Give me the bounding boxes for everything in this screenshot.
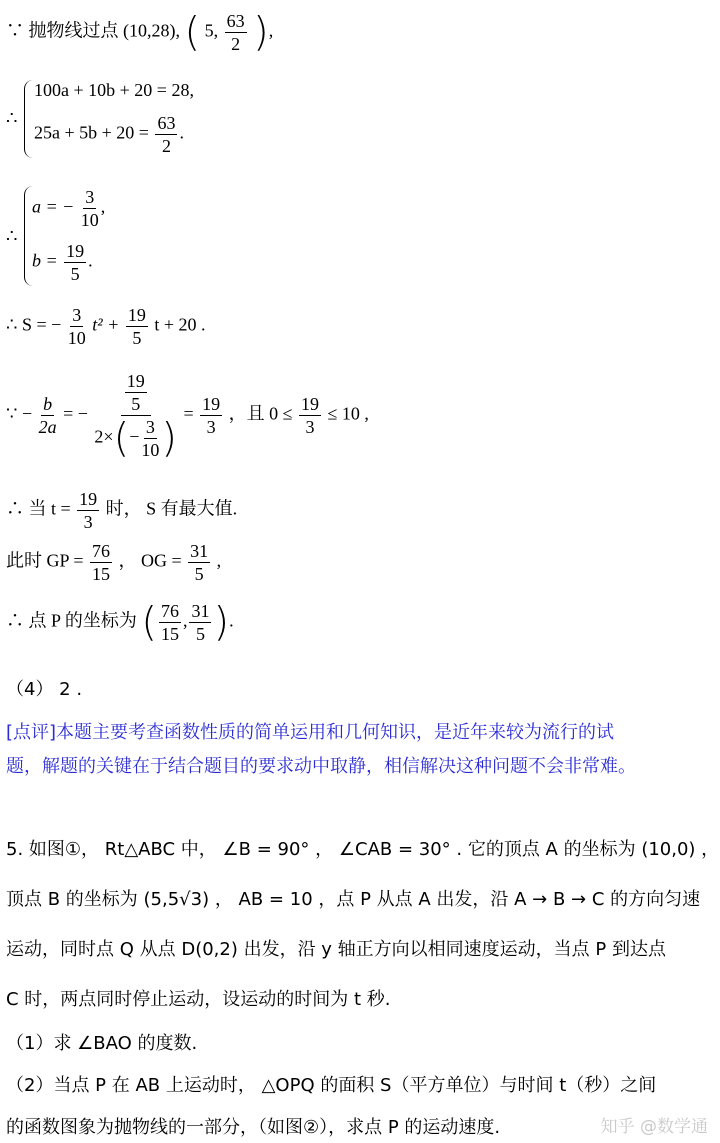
- problem-5-q2-line-2: 的函数图象为抛物线的一部分，（如图②），求点 P 的运动速度.: [6, 1117, 501, 1138]
- problem-5-line-3: 运动，同时点 Q 从点 D(0,2) 出发，沿 y 轴正方向以相同速度运动，当点 P 到达点: [6, 939, 666, 960]
- problem-5-line-4: C 时，两点同时停止运动，设运动的时间为 t 秒.: [6, 989, 391, 1010]
- system-2-lead: ∴: [6, 226, 18, 246]
- system-1-brace: [24, 80, 33, 158]
- comment-line-2: 题，解题的关键在于结合题目的要求动中取静，相信解决这种问题不会非常难。: [6, 756, 636, 777]
- system-1-lead: ∴: [6, 108, 18, 128]
- problem-5-q2-line-1: （2）当点 P 在 AB 上运动时， △OPQ 的面积 S（平方单位）与时间 t（秒）之间: [6, 1075, 657, 1096]
- complex-fraction: $\frac{19}{5}$ 2×(− $\frac{3}{10}$ ): [94, 371, 177, 462]
- problem-5-q1: （1）求 ∠BAO 的度数.: [6, 1033, 198, 1054]
- gp-og-line: 此时 GP = $\frac{76}{15}$ ， OG = $\frac{31}{5}$ ,: [6, 541, 222, 584]
- problem-5-line-1: 5. 如图①， Rt△ABC 中， ∠B = 90° ， ∠CAB = 30° . 它的顶点 A 的坐标为 (10,0) ，: [6, 839, 720, 860]
- point-p-line: ∴ 点 P 的坐标为 ( $\frac{76}{15}$ , $\frac{31}{5}$ ).: [6, 599, 234, 646]
- s-formula: ∴ S = − $\frac{3}{10}$ t² + $\frac{19}{5}$ t + 20 .: [6, 305, 206, 348]
- system-1-row-1: 100a + 10b + 20 = 28,: [34, 80, 194, 100]
- axis-computation: ∵ − $\frac{b}{2a}$ = − $\frac{19}{5}$ 2×(− $\frac{3}{10}$ ) = $\frac{19}{3}$ ，且 0 ≤ $\frac{19}{3}$ ≤ 10 ,: [6, 371, 369, 462]
- comment-block: [6, 716, 636, 784]
- comment-line-1: [点评]本题主要考查函数性质的简单运用和几何知识，是近年来较为流行的试: [6, 722, 615, 743]
- watermark: 知乎 @数学通: [600, 1117, 708, 1137]
- fraction-63-2: $\frac{63}{2}$: [226, 11, 245, 54]
- system-2-row-a: a = − $\frac{3}{10}$ ,: [32, 187, 106, 230]
- system-1-row-2: 25a + 5b + 20 = $\frac{63}{2}$ .: [34, 113, 184, 156]
- max-value-line: ∴ 当 t = $\frac{19}{3}$ 时， S 有最大值.: [6, 489, 238, 532]
- system-2-row-b: b = $\frac{19}{5}$ .: [32, 241, 93, 284]
- solution-line-1: ∵ 抛物线过点 (10,28), ( 5, $\frac{63}{2}$ ),: [6, 9, 274, 56]
- part-4-answer: （4） 2 .: [6, 679, 83, 700]
- problem-5-line-2: 顶点 B 的坐标为 (5,5√3) ， AB = 10 ，点 P 从点 A 出发，沿 A → B → C 的方向匀速: [6, 889, 701, 910]
